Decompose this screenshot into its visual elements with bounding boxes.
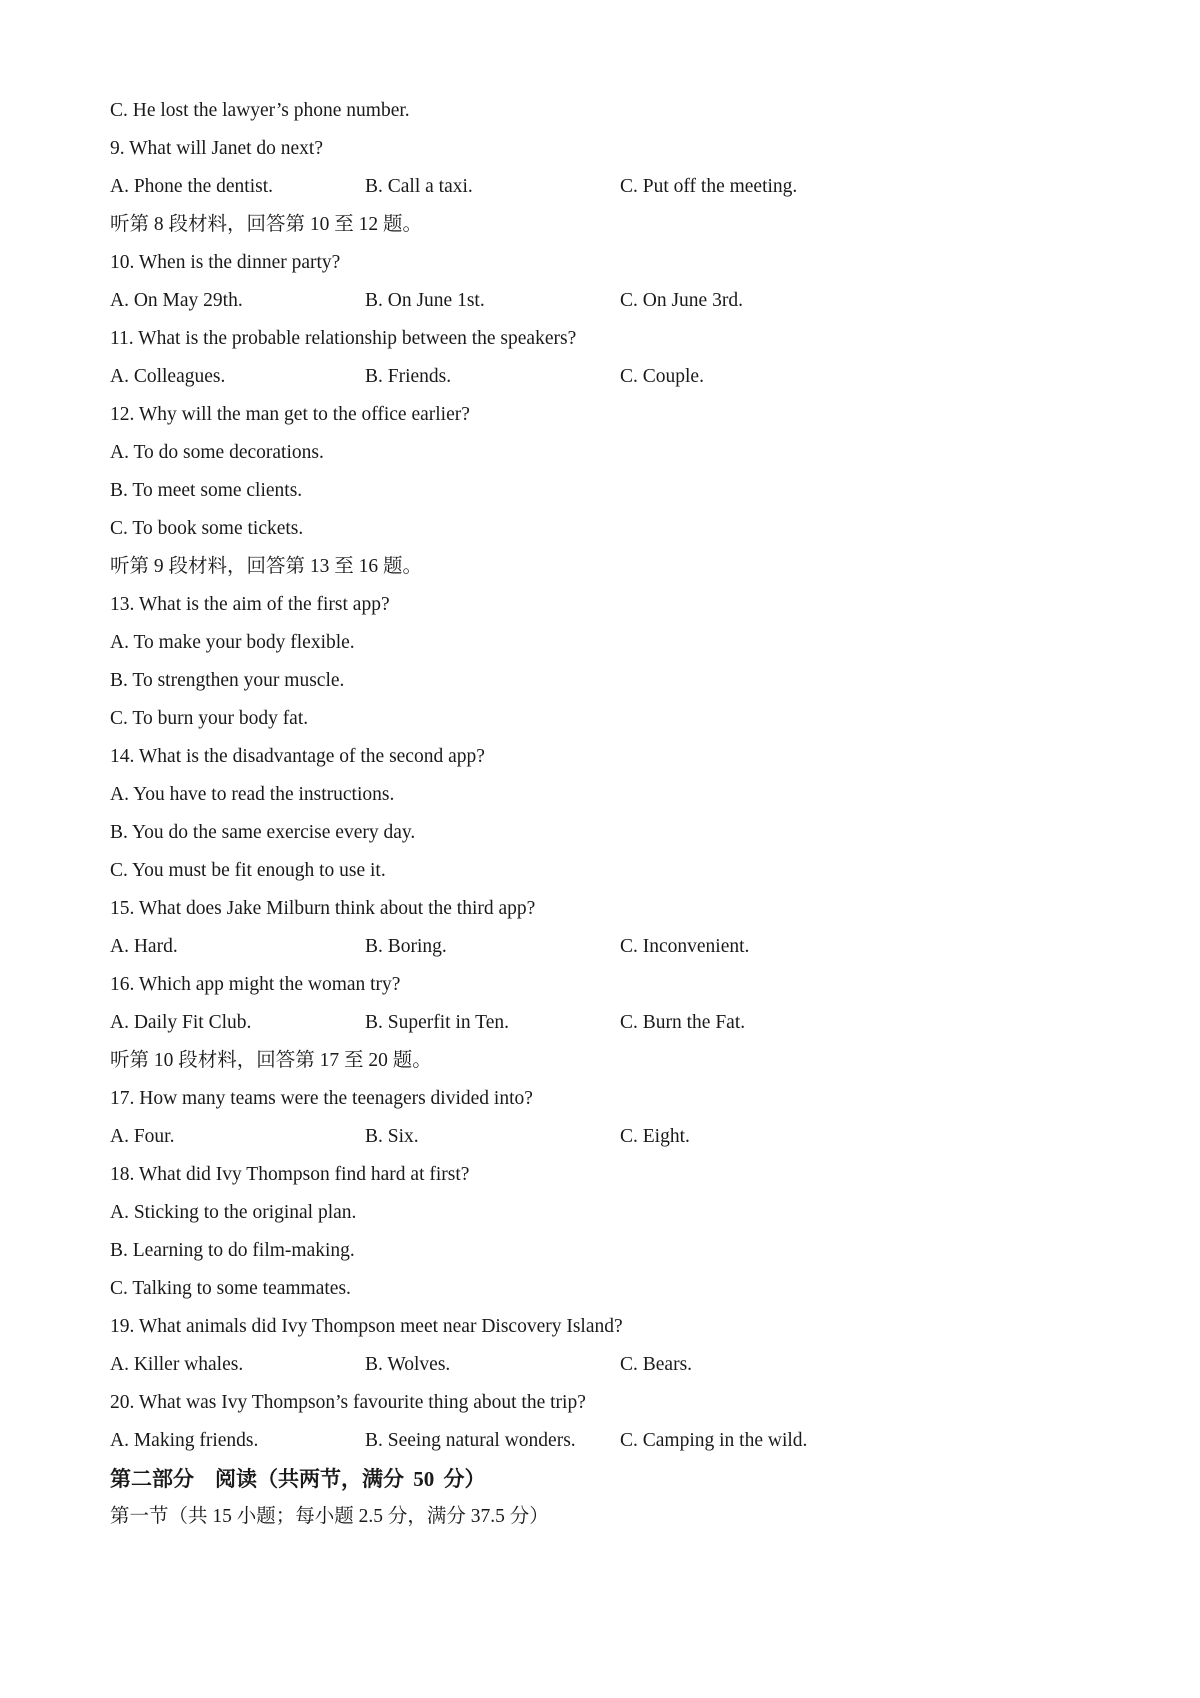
answer-option: C. To book some tickets. [110, 518, 304, 539]
instruction-text: 听第 9 段材料，回答第 13 至 16 题。 [110, 556, 423, 577]
answer-options-row [110, 1346, 1110, 1384]
answer-options-row [110, 282, 1110, 320]
answer-option: C. Bears. [620, 1354, 693, 1375]
answer-options-row [110, 358, 1110, 396]
answer-option: A. Phone the dentist. [110, 176, 274, 197]
answer-option: B. Seeing natural wonders. [365, 1430, 576, 1451]
answer-option: A. To make your body flexible. [110, 632, 355, 653]
question-text: 17. How many teams were the teenagers divided into? [110, 1088, 533, 1109]
answer-option: B. Friends. [365, 366, 452, 387]
instruction-text: 听第 8 段材料，回答第 10 至 12 题。 [110, 214, 423, 235]
question-text: 18. What did Ivy Thompson find hard at first? [110, 1164, 470, 1185]
answer-option: A. You have to read the instructions. [110, 784, 395, 805]
answer-option: A. Colleagues. [110, 366, 226, 387]
answer-option: B. Boring. [365, 936, 447, 957]
answer-options-row [110, 1004, 1110, 1042]
answer-option: A. Hard. [110, 936, 178, 957]
answer-option: A. Daily Fit Club. [110, 1012, 252, 1033]
question-text: 16. Which app might the woman try? [110, 974, 401, 995]
answer-option: A. Four. [110, 1126, 175, 1147]
question-text: 13. What is the aim of the first app? [110, 594, 390, 615]
answer-option: C. Camping in the wild. [620, 1430, 808, 1451]
answer-option: B. On June 1st. [365, 290, 485, 311]
answer-option: C. On June 3rd. [620, 290, 743, 311]
section-heading: 第二部分 阅读（共两节，满分 50 分） [110, 1467, 486, 1491]
question-text: 15. What does Jake Milburn think about the third app? [110, 898, 536, 919]
answer-option: C. You must be fit enough to use it. [110, 860, 386, 881]
answer-option: B. Wolves. [365, 1354, 451, 1375]
answer-option: C. Inconvenient. [620, 936, 750, 957]
question-text: 20. What was Ivy Thompson’s favourite thing about the trip? [110, 1392, 586, 1413]
answer-option: B. To strengthen your muscle. [110, 670, 345, 691]
answer-option: A. Killer whales. [110, 1354, 244, 1375]
answer-option: A. Sticking to the original plan. [110, 1202, 357, 1223]
answer-option: C. Eight. [620, 1126, 690, 1147]
answer-options-row [110, 928, 1110, 966]
answer-options-row [110, 1118, 1110, 1156]
exam-page [110, 92, 1110, 1536]
question-text: 10. When is the dinner party? [110, 252, 341, 273]
instruction-text: 听第 10 段材料，回答第 17 至 20 题。 [110, 1050, 432, 1071]
answer-option: C. Put off the meeting. [620, 176, 798, 197]
answer-option: C. He lost the lawyer’s phone number. [110, 100, 410, 121]
answer-option: C. Talking to some teammates. [110, 1278, 351, 1299]
answer-option: A. Making friends. [110, 1430, 259, 1451]
answer-option: B. Superfit in Ten. [365, 1012, 509, 1033]
answer-option: C. Couple. [620, 366, 704, 387]
answer-option: B. You do the same exercise every day. [110, 822, 416, 843]
question-text: 12. Why will the man get to the office earlier? [110, 404, 470, 425]
answer-option: A. On May 29th. [110, 290, 243, 311]
answer-option: B. To meet some clients. [110, 480, 303, 501]
instruction-text: 第一节（共 15 小题；每小题 2.5 分，满分 37.5 分） [110, 1506, 549, 1527]
question-text: 11. What is the probable relationship between the speakers? [110, 328, 577, 349]
answer-option: A. To do some decorations. [110, 442, 324, 463]
answer-option: C. Burn the Fat. [620, 1012, 746, 1033]
answer-option: B. Six. [365, 1126, 419, 1147]
answer-option: C. To burn your body fat. [110, 708, 309, 729]
answer-options-row [110, 168, 1110, 206]
answer-option: B. Learning to do film-making. [110, 1240, 355, 1261]
question-text: 14. What is the disadvantage of the second app? [110, 746, 485, 767]
question-text: 9. What will Janet do next? [110, 138, 324, 159]
question-text: 19. What animals did Ivy Thompson meet near Discovery Island? [110, 1316, 623, 1337]
answer-options-row [110, 1422, 1110, 1460]
answer-option: B. Call a taxi. [365, 176, 473, 197]
